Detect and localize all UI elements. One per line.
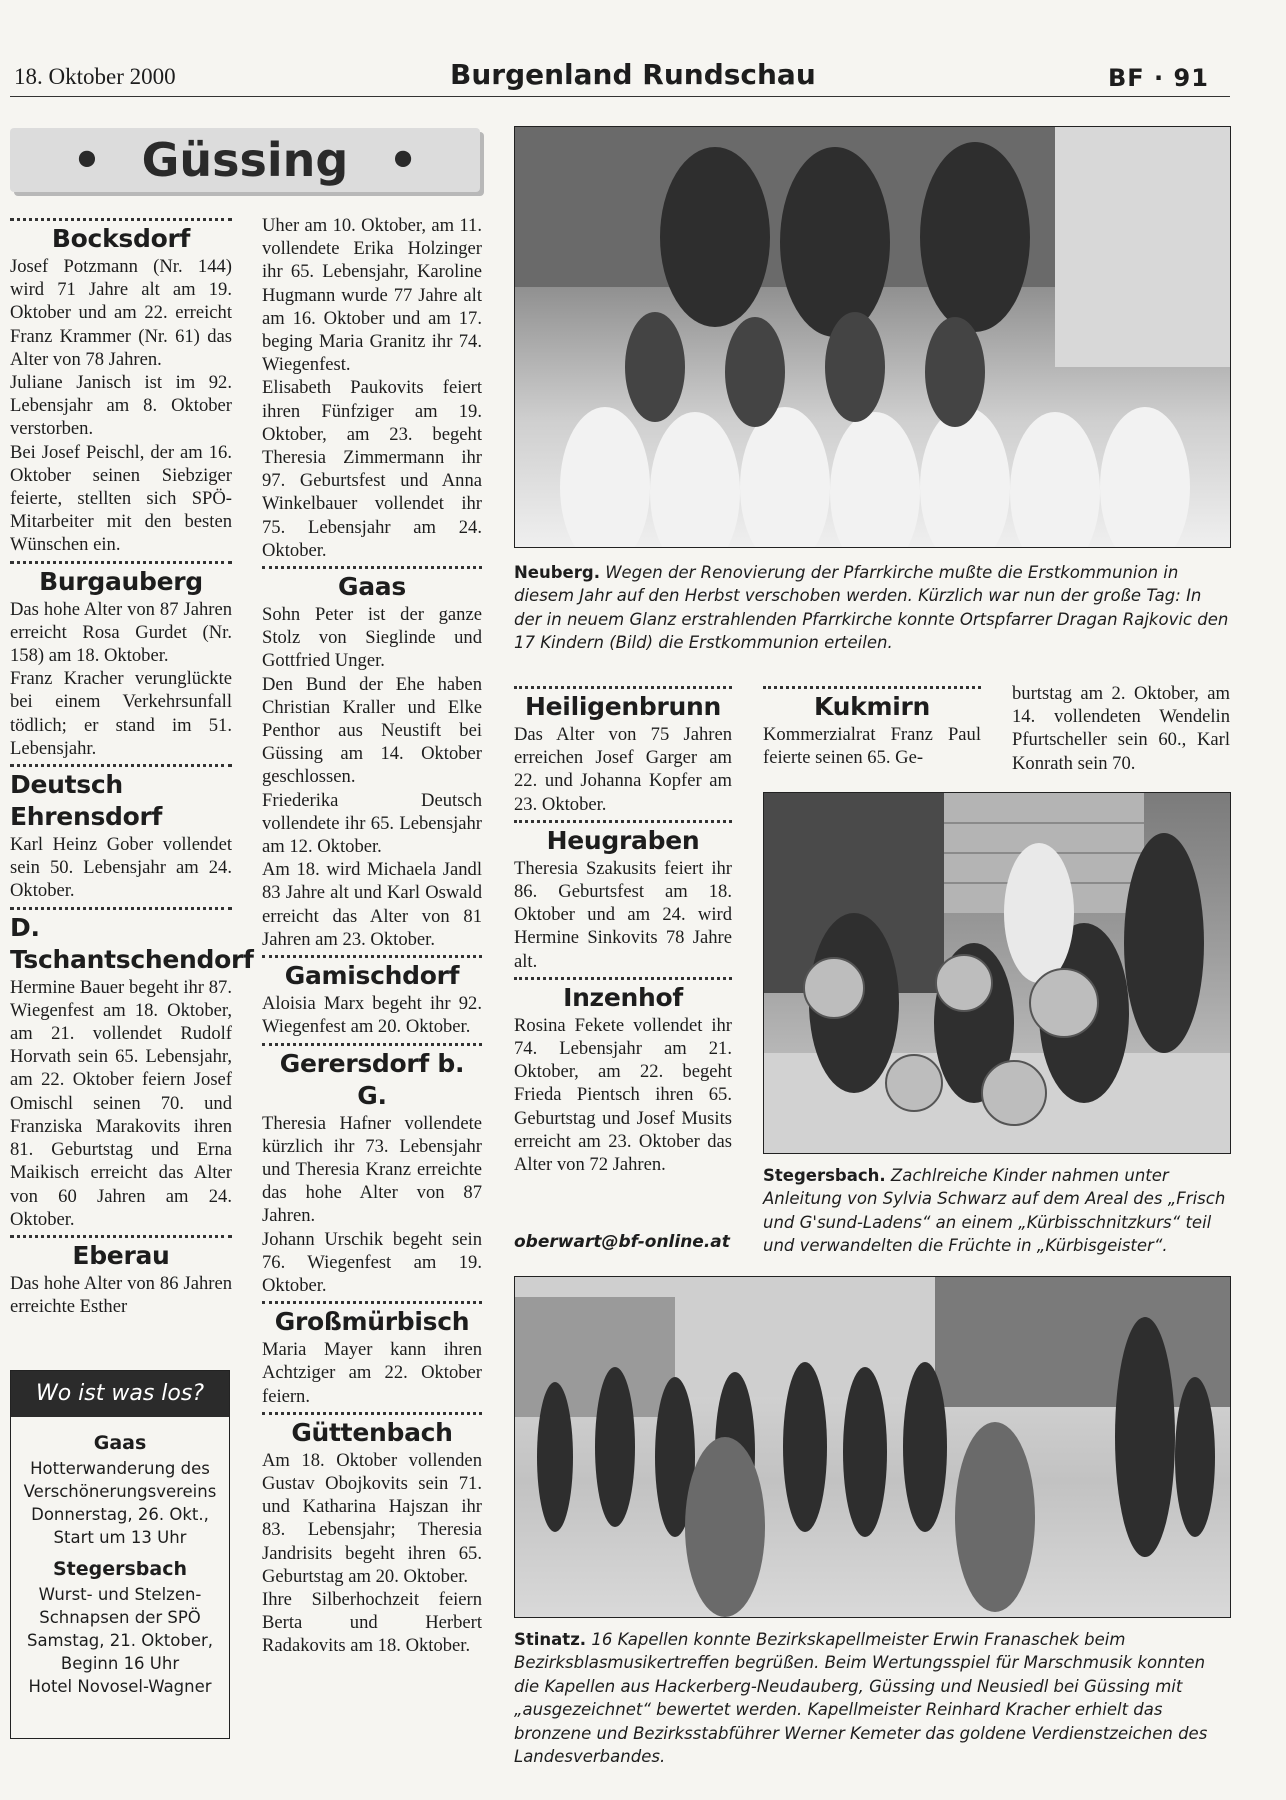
article-text: Johann Urschik begeht sein 76. Wiegenfest am 19. Oktober. <box>262 1228 482 1296</box>
divider <box>262 1043 482 1046</box>
section-banner <box>10 128 480 192</box>
caption-stinatz <box>514 1628 1230 1768</box>
divider <box>262 1412 482 1415</box>
article-text: Bei Josef Peischl, der am 16. Oktober seinen Siebziger feierte, stellten sich SPÖ-Mitarbeiter mit den besten Wünschen ein. <box>10 441 232 556</box>
column-3 <box>514 682 732 1176</box>
place-heading: Eberau <box>72 1240 170 1270</box>
article-text: Friederika Deutsch vollendete ihr 65. Lebensjahr am 12. Oktober. <box>262 789 482 858</box>
caption-place: Neuberg. <box>514 563 600 582</box>
caption-stegersbach <box>763 1164 1229 1258</box>
caption-text: 16 Kapellen konnte Bezirkskapellmeister Erwin Franaschek beim Bezirksblasmusikertreffen begrüßen. Beim Wertungsspiel für Marschmusik konnten die Kapellen aus Hackerberg-Neudauberg, Güssing und Neusiedl bei Güssing mit „ausgezeichnet“ bewertet werden. Kapellmeister Reinhard Kracher erhielt das bronzene und Bezirksstabführer Werner Kemeter das goldene Verdienstzeichen des Landesverbandes. <box>514 1630 1208 1767</box>
place-heading: Großmürbisch <box>274 1307 470 1337</box>
article-text: burtstag am 2. Oktober, am 14. vollendeten Wendelin Pfurtscheller sein 60., Karl Konrath sein 70. <box>1012 683 1230 774</box>
place-heading: Inzenhof <box>563 982 683 1012</box>
event-line: Start um 13 Uhr <box>53 1528 187 1547</box>
place-heading: Heiligenbrunn <box>525 692 721 721</box>
divider <box>763 686 981 689</box>
photo-stinatz <box>514 1276 1231 1618</box>
place-heading: Bocksdorf <box>51 224 191 253</box>
event-line: Hotel Novosel-Wagner <box>28 1677 212 1696</box>
photo-stegersbach <box>763 792 1231 1154</box>
article-text: Rosina Fekete vollendet ihr 74. Lebensjahr am 21. Oktober, am 22. begeht Frieda Pientsch ihren 65. Geburtstag und Josef Musits erreicht am 23. Oktober das Alter von 72 Jahren. <box>514 1014 732 1176</box>
place-heading: Gaas <box>338 572 406 602</box>
bullet-icon: • <box>72 133 102 187</box>
photo-neuberg <box>514 126 1231 548</box>
article-text: Kommerzialrat Franz Paul feierte seinen 65. Ge- <box>763 724 981 769</box>
article-text: Maria Mayer kann ihren Achtziger am 22. Oktober feiern. <box>262 1339 482 1407</box>
article-text: Das hohe Alter von 86 Jahren erreichte Esther <box>10 1272 232 1318</box>
divider <box>262 1301 482 1304</box>
place-heading: Güttenbach <box>291 1417 453 1447</box>
article-text: Den Bund der Ehe haben Christian Kraller und Elke Penthor aus Neustift bei Güssing am 14. Oktober geschlossen. <box>262 673 482 788</box>
events-box <box>10 1370 230 1739</box>
article-text: Am 18. wird Michaela Jandl 83 Jahre alt und Karl Oswald erreicht das Alter von 81 Jahren am 23. Oktober. <box>262 859 482 950</box>
place-heading: Kukmirn <box>813 692 930 721</box>
article-text: Josef Potzmann (Nr. 144) wird 71 Jahre alt am 19. Oktober und am 22. erreicht Franz Krammer (Nr. 61) das Alter von 78 Jahren. <box>10 256 232 370</box>
event-place: Stegersbach <box>52 1558 188 1580</box>
divider <box>262 566 482 569</box>
divider <box>10 218 232 221</box>
article-text: Karl Heinz Gober vollendet sein 50. Lebensjahr am 24. Oktober. <box>10 834 232 902</box>
caption-neuberg <box>514 561 1230 655</box>
photo-neuberg-image <box>515 127 1230 547</box>
column-4 <box>763 682 981 769</box>
article-text: Juliane Janisch ist im 92. Lebensjahr am 8. Oktober verstorben. <box>10 372 232 440</box>
divider <box>10 1235 232 1238</box>
divider <box>10 907 232 910</box>
event-line: Verschönerungsvereins <box>23 1482 217 1501</box>
article-text: Das hohe Alter von 87 Jahren erreicht Rosa Gurdet (Nr. 158) am 18. Oktober. <box>10 598 232 667</box>
place-heading: Deutsch Ehrensdorf <box>10 770 163 832</box>
column-5 <box>1012 682 1230 775</box>
event-place: Gaas <box>93 1432 147 1454</box>
article-text: Am 18. Oktober vollenden Gustav Obojkovits sein 71. und Katharina Hajszan ihr 83. Lebensjahr; Theresia Jandrisits begeht ihren 65. Geburtstag am 20. Oktober. <box>262 1449 482 1587</box>
page-number: BF · 91 <box>1108 64 1209 92</box>
caption-text: Wegen der Renovierung der Pfarrkirche mußte die Erstkommunion in diesem Jahr auf den Herbst verschoben werden. Kürzlich war nun der große Tag: In der in neuem Glanz erstrahlenden Pfarrkirche konnte Ortspfarrer Dragan Rajkovic den 17 Kindern (Bild) die Erstkommunion erteilen. <box>514 563 1229 653</box>
article-text: Das Alter von 75 Jahren erreichen Josef Garger am 22. und Johanna Kopfer am 23. Oktober. <box>514 724 732 815</box>
article-text: Ihre Silberhochzeit feiern Berta und Herbert Radakovits am 18. Oktober. <box>262 1588 482 1657</box>
section-title: Güssing <box>141 133 349 187</box>
divider <box>514 820 732 823</box>
article-text: Hermine Bauer begeht ihr 87. Wiegenfest am 18. Oktober, am 21. vollendet Rudolf Horvath sein 65. Lebensjahr, am 22. Oktober feiern Josef Omischl seinen 70. und Franziska Marakovits ihren 81. Geburtstag und Erna Maikisch erreicht das Alter von 60 Jahren am 24. Oktober. <box>10 976 232 1230</box>
place-heading: Gamischdorf <box>284 961 460 991</box>
article-text: Theresia Hafner vollendete kürzlich ihr 73. Lebensjahr und Theresia Kranz erreichte das hohe Alter von 87 Jahren. <box>262 1112 482 1227</box>
contact-email[interactable]: oberwart@bf-online.at <box>514 1232 730 1252</box>
divider <box>514 977 732 980</box>
article-text: Uher am 10. Oktober, am 11. vollendete Erika Holzinger ihr 65. Lebensjahr, Karoline Hugmann wurde 77 Jahre alt am 16. Oktober und am 17. beging Maria Granitz ihr 74. Wiegenfest. <box>262 215 482 376</box>
column-2 <box>262 214 482 1658</box>
column-1 <box>10 214 254 1318</box>
header-rule <box>10 96 1230 97</box>
place-heading: Burgauberg <box>39 566 203 596</box>
event-line: Donnerstag, 26. Okt., <box>31 1505 209 1524</box>
caption-text: Zachlreiche Kinder nahmen unter Anleitung von Sylvia Schwarz auf dem Areal des „Frisch und G'sund-Ladens“ an einem „Kürbisschnitzkurs“ teil und verwandelten die Früchte in „Kürbisgeister“. <box>763 1166 1226 1256</box>
newspaper-title: Burgenland Rundschau <box>450 58 816 91</box>
article-text: Aloisia Marx begeht ihr 92. Wiegenfest am 20. Oktober. <box>262 993 482 1038</box>
event-line: Hotterwanderung des <box>30 1459 210 1478</box>
divider <box>10 764 232 767</box>
article-text: Theresia Szakusits feiert ihr 86. Geburtsfest am 18. Oktober und am 24. wird Hermine Sinkovits 78 Jahre alt. <box>514 857 732 972</box>
photo-stinatz-image <box>515 1277 1230 1617</box>
article-text: Sohn Peter ist der ganze Stolz von Sieglinde und Gottfried Unger. <box>262 604 482 672</box>
place-heading: Heugraben <box>546 825 700 855</box>
event-line: Wurst- und Stelzen- <box>38 1585 202 1604</box>
divider <box>262 955 482 958</box>
caption-place: Stegersbach. <box>763 1166 886 1185</box>
divider <box>514 686 732 689</box>
caption-place: Stinatz. <box>514 1630 587 1649</box>
divider <box>10 561 232 564</box>
bullet-icon: • <box>388 133 418 187</box>
article-text: Franz Kracher verunglückte bei einem Verkehrsunfall tödlich; er stand im 51. Lebensjahr. <box>10 668 232 759</box>
issue-date: 18. Oktober 2000 <box>14 64 176 89</box>
article-text: Elisabeth Paukovits feiert ihren Fünfziger am 19. Oktober, am 23. begeht Theresia Zimmermann ihr 97. Geburtsfest und Anna Winkelbauer vollendet ihr 75. Lebensjahr am 24. Oktober. <box>262 377 482 561</box>
event-line: Samstag, 21. Oktober, <box>26 1631 214 1650</box>
event-line: Schnapsen der SPÖ <box>39 1608 201 1627</box>
event-line: Beginn 16 Uhr <box>60 1654 180 1673</box>
place-heading: D. Tschantschendorf <box>10 912 254 974</box>
place-heading: Gerersdorf b. G. <box>279 1048 465 1110</box>
events-title: Wo ist was los? <box>11 1371 229 1417</box>
photo-stegersbach-image <box>764 793 1230 1153</box>
